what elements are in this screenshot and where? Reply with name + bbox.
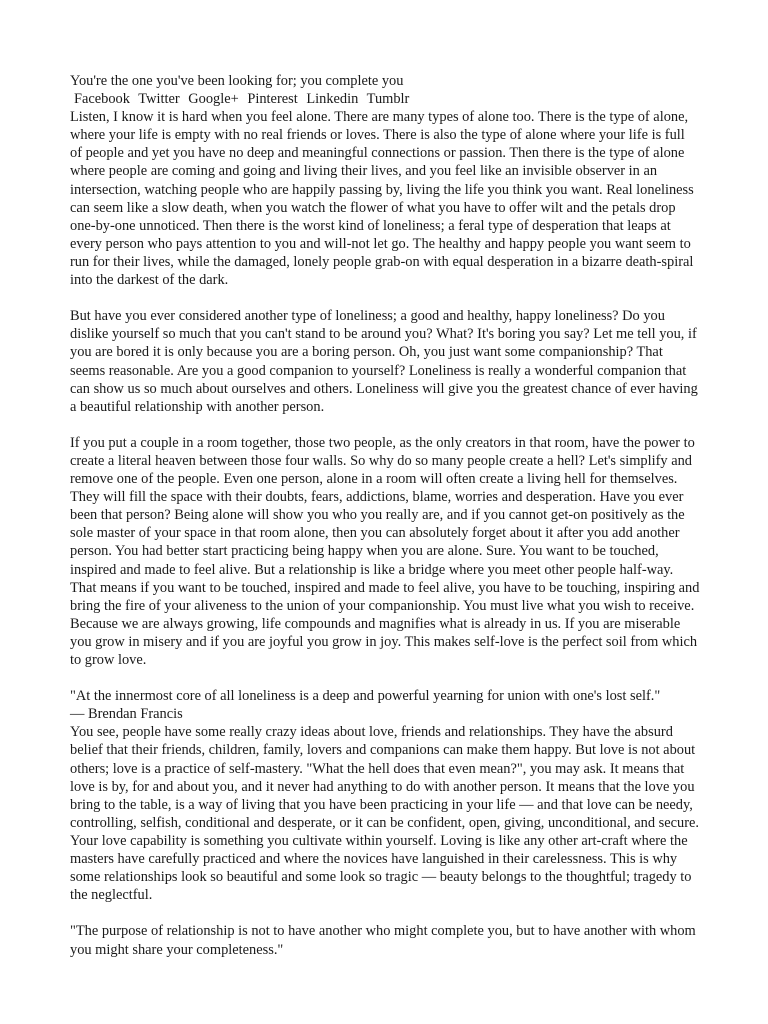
paragraph: If you put a couple in a room together, those two people, as the only creators in that room, have the power to create a literal heaven between those four walls. So why do so many people create a hell? Let's simplify and remove one of the people. Even one person, alone in a room will often create a living hell for themselves. They will fill the space with their doubts, fears, addictions, blame, worries and desperation. Have you ever been that person? Being alone will show you who you really are, and if you cannot get-on positively as the sole master of your space in that room alone, then you can absolutely forget about it after you add another person. You had better start practicing being happy when you are alone. Sure. You want to be touched, inspired and made to feel alive. But a relationship is like a bridge where you meet other people half-way. That means if you want to be touched, inspired and made to feel alive, you have to be touching, inspiring and bring the fire of your aliveness to the union of your companionship. You must live what you wish to receive. Because we are always growing, life compounds and magnifies what is already in us. If you are miserable you grow in misery and if you are joyful you grow in joy. This makes self-love is the perfect soil from which to grow love. bbox=[70, 434, 700, 668]
share-pinterest-link[interactable]: Pinterest bbox=[247, 91, 298, 108]
quote-author: — Brendan Francis bbox=[70, 706, 183, 723]
paragraph: But have you ever considered another type of loneliness; a good and healthy, happy loneliness? Do you dislike yourself so much that you can't stand to be around you? What? It's boring you say? Let me tell you, if you are bored it is only because you are a boring person. Oh, you just want some companionship? That seems reasonable. Are you a good companion to yourself? Loneliness is really a wonderful companion that can show us so much about ourselves and others. Loneliness will give you the greatest chance of ever having a beautiful relationship with another person. bbox=[70, 308, 698, 415]
share-googleplus-link[interactable]: Google+ bbox=[188, 91, 239, 108]
article bbox=[70, 72, 700, 959]
closing-quote: "The purpose of relationship is not to have another who might complete you, but to have another with whom you might share your completeness." bbox=[70, 923, 696, 958]
quote-text: "At the innermost core of all loneliness is a deep and powerful yearning for union with one's lost self." bbox=[70, 688, 661, 705]
share-tumblr-link[interactable]: Tumblr bbox=[366, 91, 410, 108]
share-facebook-link[interactable]: Facebook bbox=[74, 91, 130, 108]
paragraph: Listen, I know it is hard when you feel alone. There are many types of alone too. There is the type of alone, where your life is empty with no real friends or loves. There is also the type of alone where your life is full of people and yet you have no deep and meaningful connections or passion. Then there is the type of alone where people are coming and going and living their lives, and you feel like an invisible observer in an intersection, watching people who are happily passing by, living the life you think you want. Real loneliness can seem like a slow death, when you watch the flower of what you have to offer wilt and the petals drop one-by-one unnoticed. Then there is the worst kind of loneliness; a feral type of desperation that leaps at every person who pays attention to you and will-not let go. The healthy and happy people you want seem to run for their lives, while the damaged, lonely people grab-on with equal desperation in a bizarre death-spiral into the darkest of the dark. bbox=[70, 109, 694, 289]
share-linkedin-link[interactable]: Linkedin bbox=[306, 91, 359, 108]
paragraph: You see, people have some really crazy ideas about love, friends and relationships. They have the absurd belief that their friends, children, family, lovers and companions can make them happy. But love is not about others; love is a practice of self-mastery. "What the hell does that even mean?", you may ask. It means that love is by, for and about you, and it never had anything to do with another person. It means that the love you bring to the table, is a way of living that you have been practicing in your life — and that love can be needy, controlling, selfish, conditional and desperate, or it can be confident, open, giving, unconditional, and secure. Your love capability is something you cultivate within yourself. Loving is like any other art-craft where the masters have carefully practiced and where the novices have languished in their carelessness. This is why some relationships look so beautiful and some look so tragic — beauty belongs to the thoughtful; tragedy to the neglectful. bbox=[70, 724, 700, 904]
share-links bbox=[70, 90, 700, 108]
article-title: You're the one you've been looking for; you complete you bbox=[70, 73, 404, 89]
share-twitter-link[interactable]: Twitter bbox=[138, 91, 180, 108]
